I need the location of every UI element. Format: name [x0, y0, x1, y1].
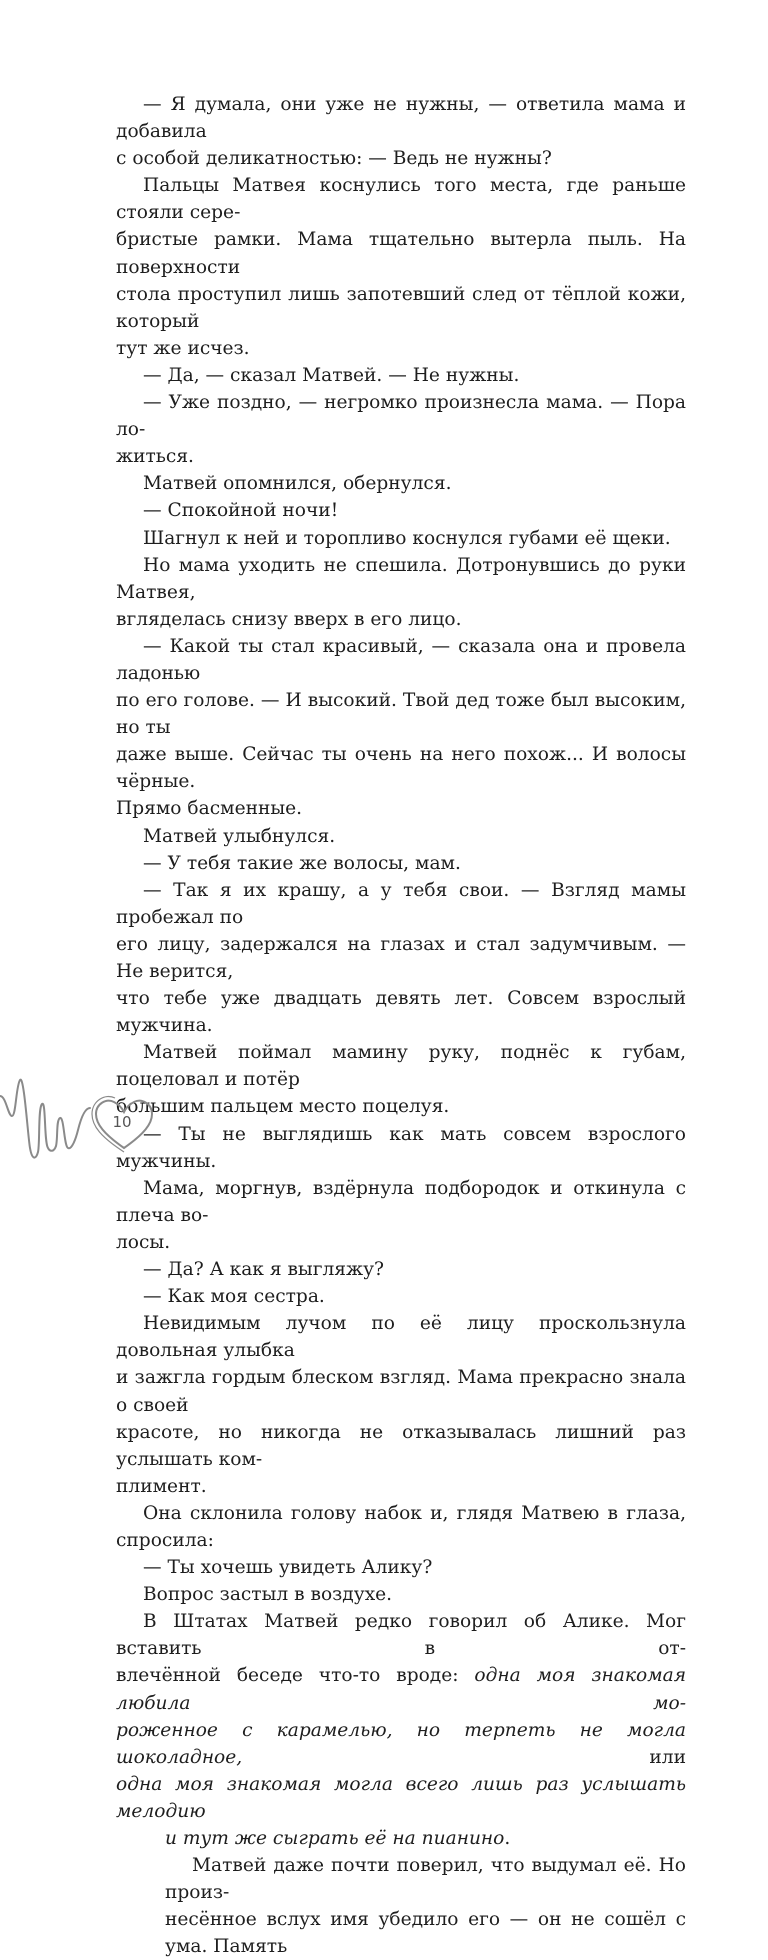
text-line: — Как моя сестра. [143, 1286, 325, 1308]
paragraph [116, 1500, 686, 1554]
italic-text: и тут же сыграть её на пианино [165, 1828, 505, 1849]
text-line: его лицу, задержался на глазах и стал задумчивым. — Не верится, [116, 933, 686, 982]
text-line: — У тебя такие же волосы, мам. [143, 852, 461, 874]
body-text [116, 91, 686, 1960]
paragraph [116, 1581, 686, 1608]
text-line: вгляделась снизу вверх в его лицо. [116, 608, 462, 630]
text-line: Невидимым лучом по её лицу проскользнула довольная улыбка [116, 1313, 686, 1362]
text-line: — Какой ты стал красивый, — сказала она и провела ладонью [116, 635, 686, 684]
paragraph [116, 91, 686, 172]
paragraph [116, 1283, 686, 1310]
text-line: Матвей улыбнулся. [143, 825, 336, 847]
italic-text: одна моя знакомая могла всего лишь раз услышать мелодию [116, 1773, 686, 1822]
text-line: Мама, моргнув, вздёрнула подбородок и откинула с плеча во- [116, 1177, 686, 1226]
text-line: Пальцы Матвея коснулись того места, где раньше стояли сере- [116, 175, 686, 224]
text-line: тут же исчез. [116, 337, 250, 359]
text-line: — Ты хочешь увидеть Алику? [143, 1557, 433, 1579]
paragraph [116, 877, 686, 1040]
text-line: Матвей опомнился, обернулся. [143, 473, 452, 495]
paragraph [116, 470, 686, 497]
paragraph [116, 633, 686, 823]
text-line: Но мама уходить не спешила. Дотронувшись до руки Матвея, [116, 554, 686, 603]
text-line: — Да? А как я выгляжу? [143, 1259, 385, 1281]
paragraph [116, 850, 686, 877]
text-line: даже выше. Сейчас ты очень на него похож... И волосы чёрные. [116, 744, 686, 793]
text-line: — Ты не выглядишь как мать совсем взрослого мужчины. [116, 1123, 686, 1172]
text-line: стола проступил лишь запотевший след от тёплой кожи, который [116, 283, 686, 332]
text-line: — Я думала, они уже не нужны, — ответила мама и добавила [116, 94, 686, 143]
paragraph [116, 389, 686, 470]
paragraph [116, 552, 686, 633]
text-line: В Штатах Матвей редко говорил об Алике. Мог вставить в от- [116, 1611, 686, 1660]
text-line: — Уже поздно, — негромко произнесла мама. — Пора ло- [116, 392, 686, 441]
text-line: с особой деликатностью: — Ведь не нужны? [116, 148, 552, 170]
paragraph [116, 1256, 686, 1283]
paragraph [165, 1825, 686, 1852]
heartbeat-line [0, 1080, 90, 1158]
text-line: Она склонила голову набок и, глядя Матвею в глаза, спросила: [116, 1502, 686, 1551]
italic-text: одна моя знакомая любила мо- [116, 1665, 687, 1714]
paragraph [116, 497, 686, 524]
text-line: или [242, 1746, 686, 1768]
paragraph [116, 1608, 686, 1825]
page-number: 10 [112, 1113, 132, 1131]
paragraph [116, 823, 686, 850]
paragraph [116, 1121, 686, 1175]
text-line: — Так я их крашу, а у тебя свои. — Взгляд мамы пробежал по [116, 879, 686, 928]
paragraph [165, 1852, 686, 1960]
text-line: Матвей поймал мамину руку, поднёс к губам, поцеловал и потёр [116, 1042, 686, 1091]
text-line: бристые рамки. Мама тщательно вытерла пыль. На поверхности [116, 229, 686, 278]
text-line: лосы. [116, 1231, 171, 1253]
text-line: Матвей даже почти поверил, что выдумал её. Но произ- [165, 1855, 686, 1904]
text-line: и зажгла гордым блеском взгляд. Мама прекрасно знала о своей [116, 1367, 686, 1416]
text-line: Прямо басменные. [116, 798, 303, 820]
text-line: житься. [116, 446, 194, 468]
paragraph [116, 1175, 686, 1256]
text-line: красоте, но никогда не отказывалась лишний раз услышать ком- [116, 1421, 686, 1470]
text-line: влечённой беседе что-то вроде: [116, 1665, 475, 1687]
paragraph [116, 1554, 686, 1581]
text-line: что тебе уже двадцать девять лет. Совсем взрослый мужчина. [116, 988, 686, 1037]
text-line: . [504, 1828, 511, 1849]
text-line: — Спокойной ночи! [143, 500, 339, 522]
text-line: по его голове. — И высокий. Твой дед тоже был высоким, но ты [116, 690, 686, 739]
paragraph [116, 172, 686, 362]
paragraph [116, 1310, 686, 1500]
italic-text: роженное с карамелью, но терпеть не могла шоколадное, [116, 1719, 686, 1768]
text-line: несённое вслух имя убедило его — он не сошёл с ума. Память [165, 1909, 686, 1958]
text-line: плимент. [116, 1475, 207, 1497]
text-line: большим пальцем место поцелуя. [116, 1096, 450, 1118]
paragraph [116, 525, 686, 552]
text-line: — Да, — сказал Матвей. — Не нужны. [143, 364, 520, 386]
paragraph [116, 1039, 686, 1120]
paragraph [116, 362, 686, 389]
text-line: Вопрос застыл в воздухе. [143, 1584, 393, 1606]
text-line: Шагнул к ней и торопливо коснулся губами её щеки. [143, 527, 671, 549]
